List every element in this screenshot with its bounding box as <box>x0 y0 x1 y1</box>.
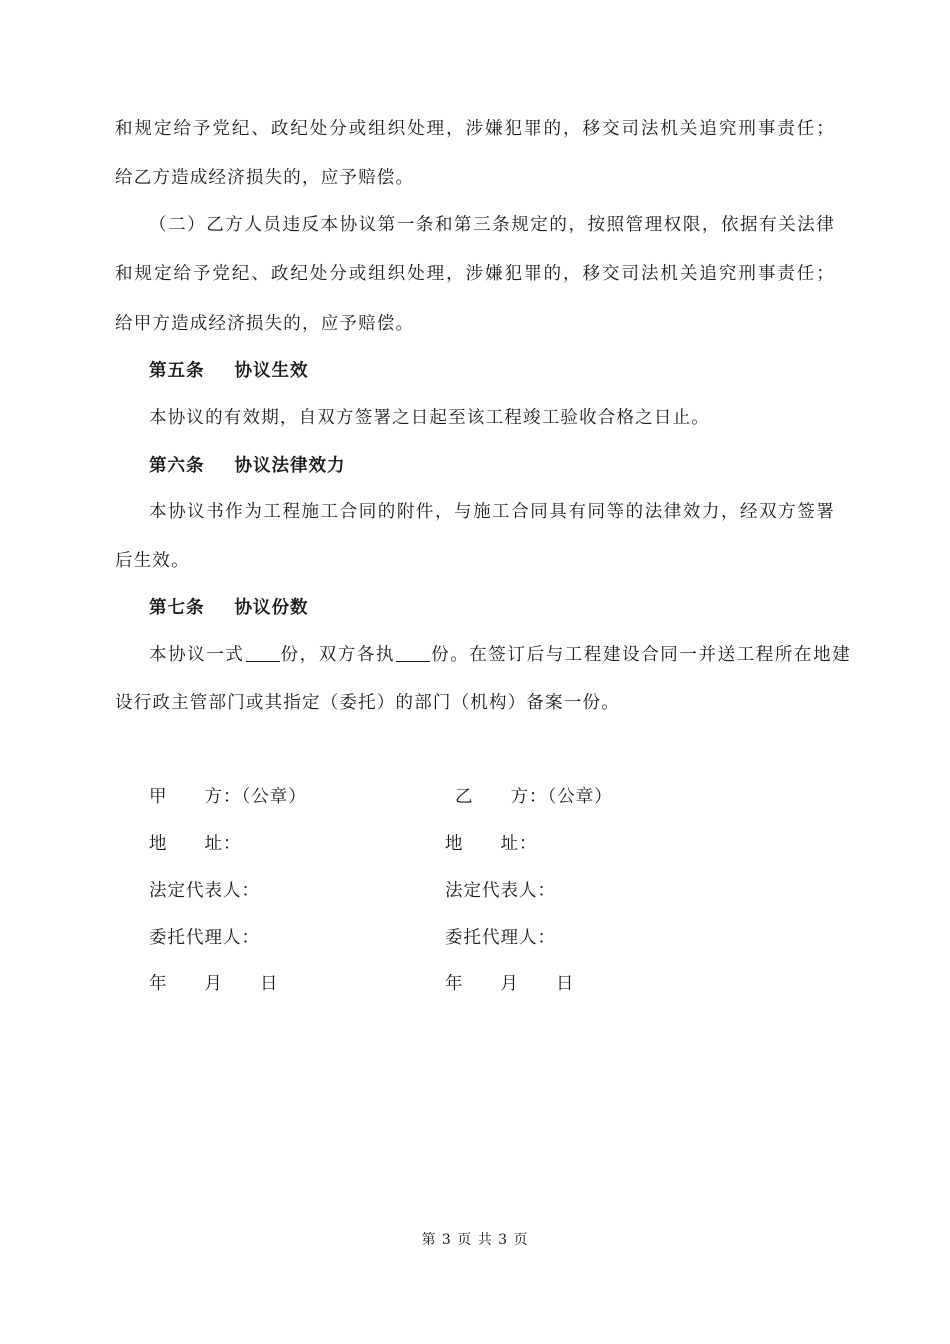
page-number: 第 3 页 共 3 页 <box>421 1232 529 1248</box>
article-number: 第六条 <box>149 456 205 476</box>
article-title: 协议份数 <box>234 598 309 618</box>
article-7-text: 份，双方各执 <box>280 645 396 665</box>
party-a-date: 年 月 日 <box>149 974 279 994</box>
copies-each-blank[interactable] <box>396 645 430 662</box>
article-7-text: 本协议一式 <box>149 645 245 665</box>
clause-text: 给乙方造成经济损失的，应予赔偿。 <box>115 168 415 188</box>
party-a-address: 地 址： <box>149 834 242 854</box>
article-number: 第五条 <box>149 361 205 381</box>
article-6-heading <box>149 455 835 477</box>
copies-total-blank[interactable] <box>246 645 280 662</box>
article-number: 第七条 <box>149 598 205 618</box>
article-7-body <box>149 644 852 666</box>
article-title: 协议法律效力 <box>234 456 346 476</box>
article-6-body: 后生效。 <box>115 551 190 571</box>
clause-text: 和规定给予党纪、政纪处分或组织处理，涉嫌犯罪的，移交司法机关追究刑事责任； <box>115 264 835 284</box>
party-b-legal-rep: 法定代表人： <box>445 881 556 901</box>
party-b-label: 乙 方：（公章） <box>455 787 613 807</box>
party-b-date: 年 月 日 <box>445 974 575 994</box>
article-7-body: 设行政主管部门或其指定（委托）的部门（机构）备案一份。 <box>115 693 620 713</box>
party-b-agent: 委托代理人： <box>445 928 556 948</box>
article-7-text: 份。在签订后与工程建设合同一并送工程所在地建 <box>431 645 852 665</box>
clause-text: （二）乙方人员违反本协议第一条和第三条规定的，按照管理权限，依据有关法律 <box>149 215 835 235</box>
party-a-agent: 委托代理人： <box>149 928 260 948</box>
article-7-heading <box>149 597 835 619</box>
article-6-body: 本协议书作为工程施工合同的附件，与施工合同具有同等的法律效力，经双方签署 <box>149 502 835 522</box>
clause-text: 给甲方造成经济损失的，应予赔偿。 <box>115 314 415 334</box>
article-5-heading <box>149 360 835 382</box>
clause-text: 和规定给予党纪、政纪处分或组织处理，涉嫌犯罪的，移交司法机关追究刑事责任； <box>115 119 835 139</box>
article-title: 协议生效 <box>234 361 309 381</box>
party-b-address: 地 址： <box>445 834 538 854</box>
article-5-body: 本协议的有效期，自双方签署之日起至该工程竣工验收合格之日止。 <box>149 408 710 428</box>
party-a-label: 甲 方：（公章） <box>149 787 307 807</box>
party-a-legal-rep: 法定代表人： <box>149 881 260 901</box>
